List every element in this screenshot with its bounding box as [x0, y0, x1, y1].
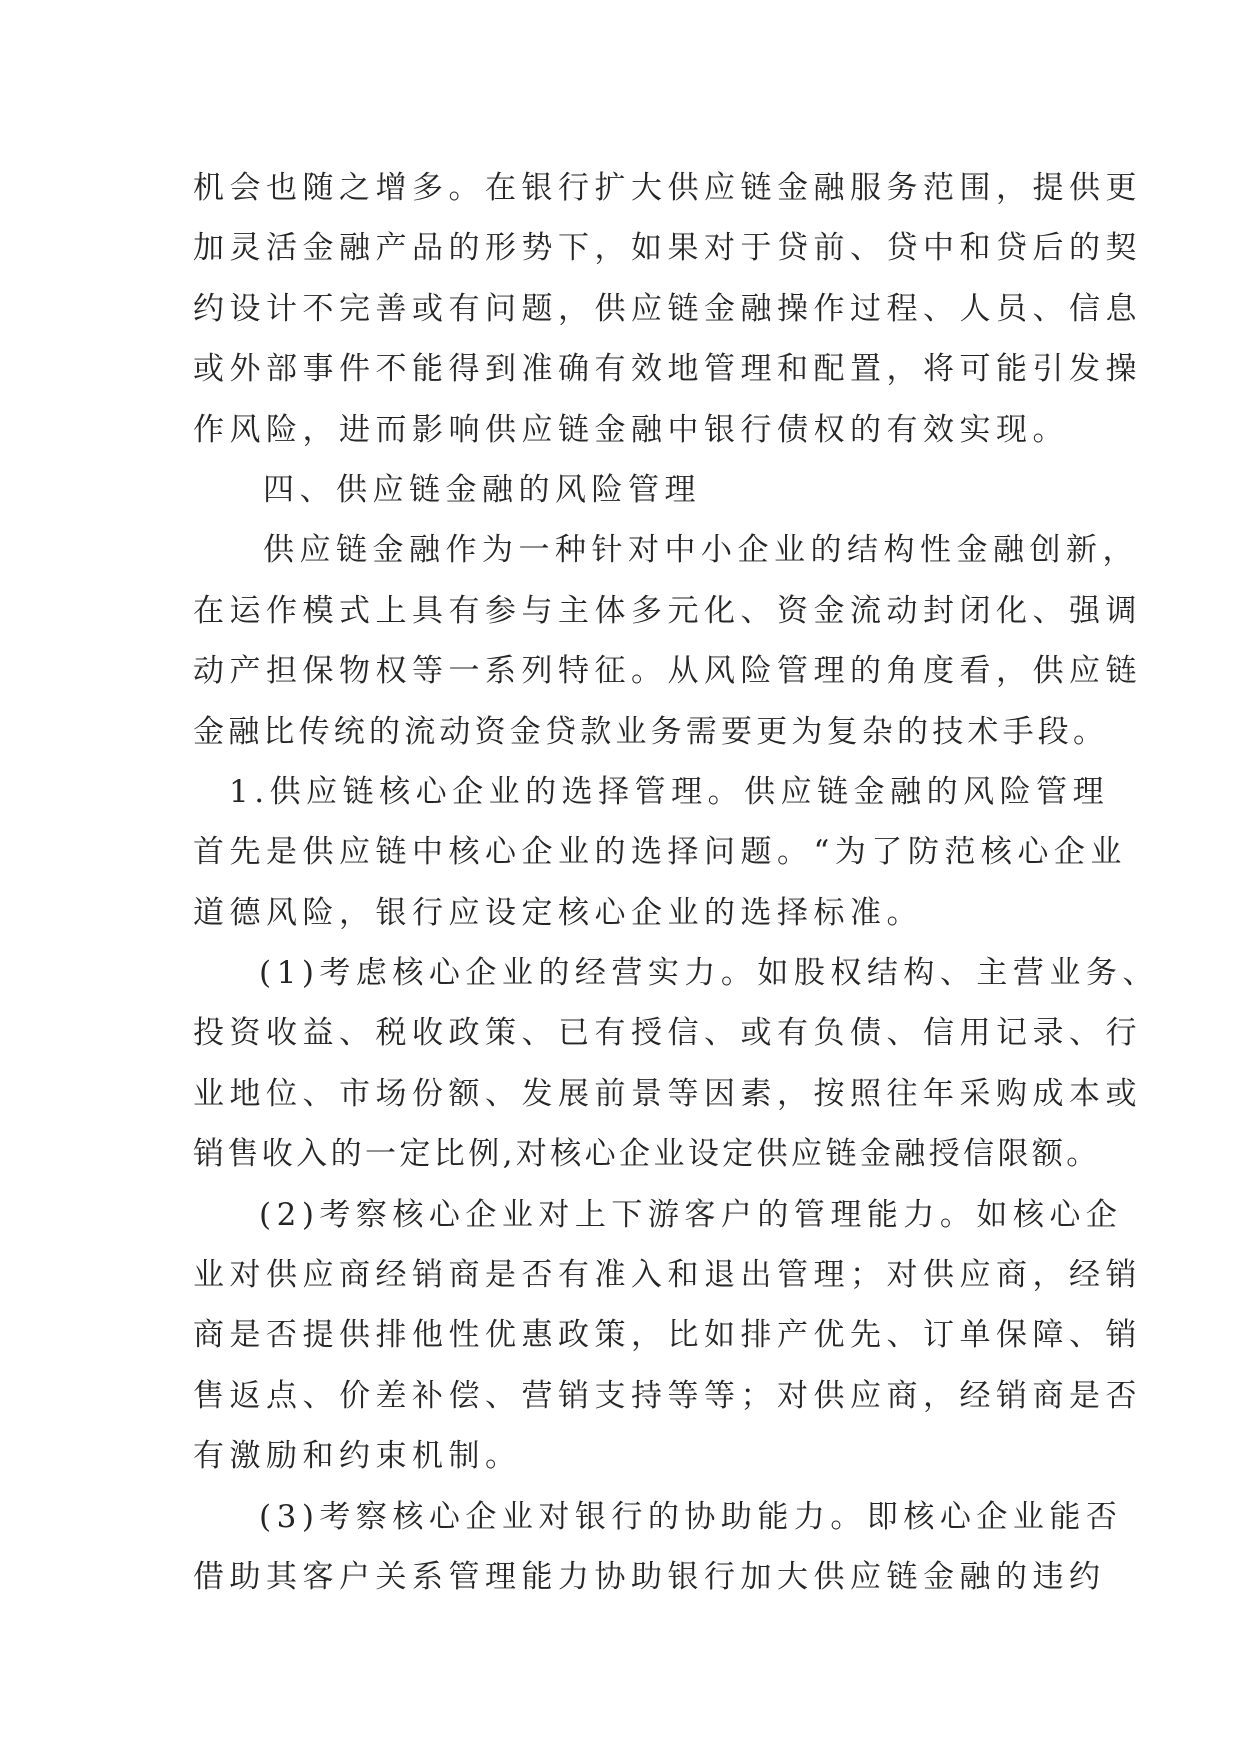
text-line: 业对供应商经销商是否有准入和退出管理；对供应商，经销 — [193, 1257, 1142, 1294]
text-line: 商是否提供排他性优惠政策，比如排产优先、订单保障、销 — [193, 1317, 1142, 1354]
text-line: 道德风险，银行应设定核心企业的选择标准。 — [193, 894, 923, 931]
text-line: 加灵活金融产品的形势下，如果对于贷前、贷中和贷后的契 — [193, 230, 1142, 267]
text-line: 机会也随之增多。在银行扩大供应链金融服务范围，提供更 — [193, 170, 1142, 206]
text-line: (2)考察核心企业对上下游客户的管理能力。如核心企 — [259, 1196, 1123, 1233]
text-line: 投资收益、税收政策、已有授信、或有负债、信用记录、行 — [193, 1015, 1142, 1052]
text-line: 业地位、市场份额、发展前景等因素，按照往年采购成本或 — [193, 1075, 1142, 1112]
text-line: 约设计不完善或有问题，供应链金融操作过程、人员、信息 — [193, 290, 1142, 327]
text-line: 作风险，进而影响供应链金融中银行债权的有效实现。 — [193, 411, 1069, 448]
text-line: 供应链金融作为一种针对中小企业的结构性金融创新， — [263, 532, 1139, 569]
text-line: 售返点、价差补偿、营销支持等等；对供应商，经销商是否 — [193, 1377, 1142, 1414]
text-line: 或外部事件不能得到准确有效地管理和配置，将可能引发操 — [193, 351, 1142, 388]
text-line: 借助其客户关系管理能力协助银行加大供应链金融的违约 — [193, 1558, 1106, 1595]
text-line: 销售收入的一定比例,对核心企业设定供应链金融授信限额。 — [193, 1136, 1101, 1173]
text-line: (1)考虑核心企业的经营实力。如股权结构、主营业务、 — [259, 955, 1159, 992]
text-line: 1.供应链核心企业的选择管理。供应链金融的风险管理 — [229, 773, 1110, 810]
text-line: 在运作模式上具有参与主体多元化、资金流动封闭化、强调 — [193, 592, 1142, 629]
text-line: 有激励和约束机制。 — [193, 1438, 522, 1475]
section-heading: 四、供应链金融的风险管理 — [263, 471, 701, 508]
text-line: 首先是供应链中核心企业的选择问题。“为了防范核心企业 — [193, 834, 1127, 871]
text-line: 金融比传统的流动资金贷款业务需要更为复杂的技术手段。 — [193, 713, 1109, 750]
text-line: 动产担保物权等一系列特征。从风险管理的角度看，供应链 — [193, 653, 1142, 690]
body-text — [193, 158, 1159, 1607]
text-line: (3)考察核心企业对银行的协助能力。即核心企业能否 — [259, 1498, 1123, 1535]
